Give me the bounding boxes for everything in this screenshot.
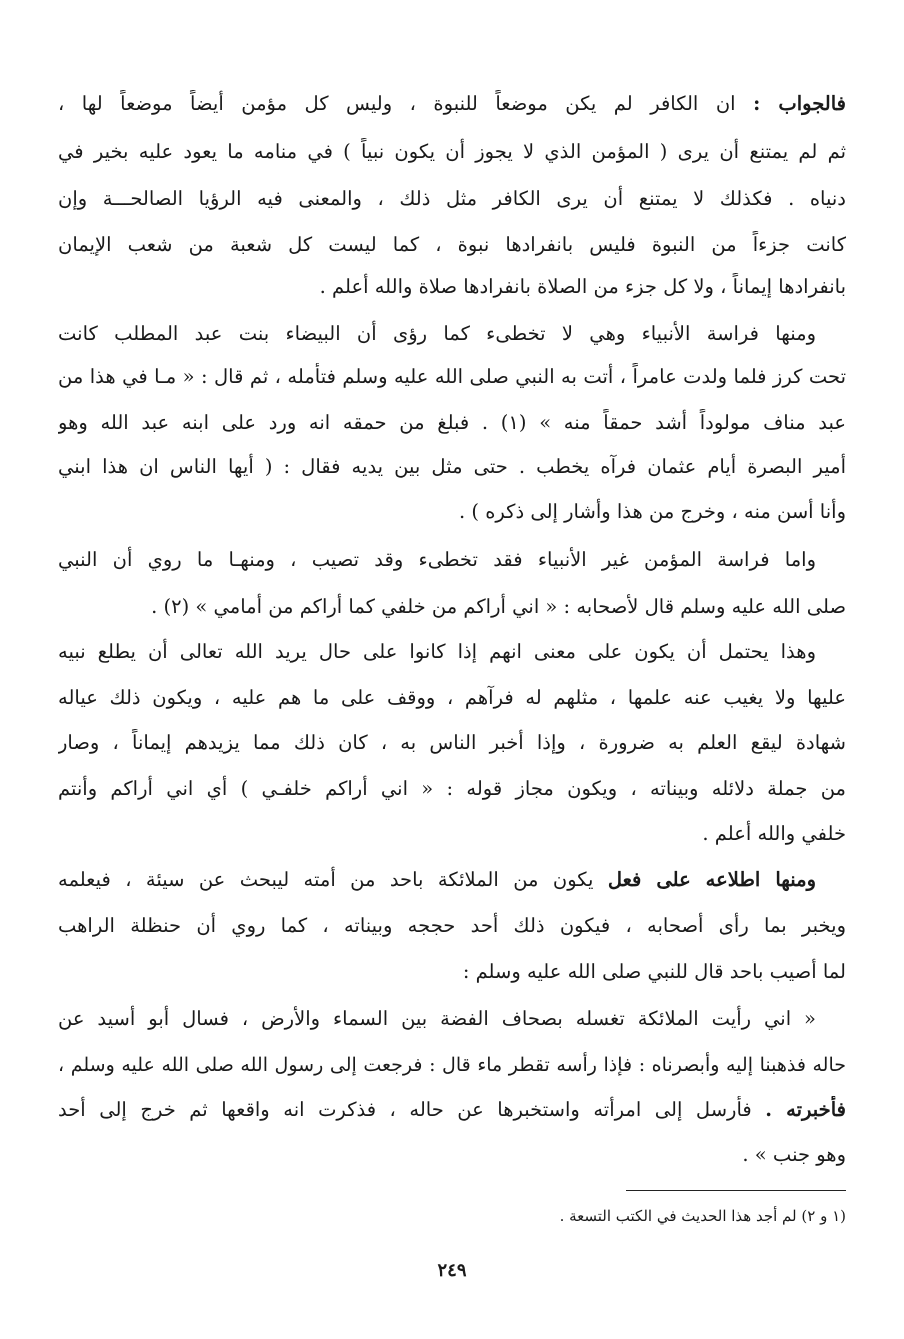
text-line: من جملة دلائله وبيناته ، ويكون مجاز قوله : « اني أراكم خلفـي ) أي اني أراكم وأنتم xyxy=(58,777,846,800)
text-line: أمير البصرة أيام عثمان فرآه يخطب . حتى مثل بين يديه فقال : ( أيها الناس ان هذا ابني xyxy=(58,455,846,478)
text-line: عبد مناف مولوداً أشد حمقاً منه » (١) . فبلغ من حمقه انه ورد على ابنه عبد الله وهو xyxy=(58,411,846,434)
text-line: حاله فذهبنا إليه وأبصرناه : فإذا رأسه تقطر ماء قال : فرجعت إلى رسول الله صلى الله عليه وسلم ، xyxy=(58,1054,846,1076)
text-line: فالجواب : ان الكافر لم يكن موضعاً للنبوة ، وليس كل مؤمن أيضاً موضعاً لها ، xyxy=(58,92,846,115)
text-line: فأخبرته . فأرسل إلى امرأته واستخبرها عن حاله ، فذكرت انه واقعها ثم خرج إلى أحد xyxy=(58,1098,846,1121)
text-line: « اني رأيت الملائكة تغسله بصحاف الفضة بين السماء والأرض ، فسال أبو أسيد عن xyxy=(58,1007,816,1030)
paragraph-lead: ومنها اطلاعه على فعل xyxy=(607,868,817,891)
text-line: ثم لم يمتنع أن يرى ( المؤمن الذي لا يجوز أن يكون نبياً ) في منامه ما يعود عليه بخير في xyxy=(58,140,846,163)
text-line: شهادة ليقع العلم به ضرورة ، وإذا أخبر الناس به ، كان ذلك مما يزيدهم إيماناً ، وصار xyxy=(58,731,846,754)
text-line: وأنا أسن منه ، وخرج من هذا وأشار إلى ذكره ) . xyxy=(458,500,846,523)
text-line: لما أصيب باحد قال للنبي صلى الله عليه وسلم : xyxy=(462,960,846,983)
text-line: ومنها فراسة الأنبياء وهي لا تخطىء كما رؤى أن البيضاء بنت عبد المطلب كانت xyxy=(58,322,816,345)
text-line: ومنها اطلاعه على فعل يكون من الملائكة باحد من أمته ليبحث عن سيئة ، فيعلمه xyxy=(58,868,817,891)
text-line: دنياه . فكذلك لا يمتنع أن يرى الكافر مثل ذلك ، والمعنى فيه الرؤيا الصالحـــة وإن xyxy=(58,187,846,210)
text-line: ويخبر بما رأى أصحابه ، فيكون ذلك أحد حججه وبيناته ، كما روي أن حنظلة الراهب xyxy=(58,914,846,937)
text-line: كانت جزءاً من النبوة فليس بانفرادها نبوة ، كما ليست كل شعبة من شعب الإيمان xyxy=(58,233,846,256)
text-line: عليها ولا يغيب عنه علمها ، مثلهم له فرآهم ، ووقف على ما هم عليه ، ويكون ذلك عياله xyxy=(58,686,846,709)
text-line: صلى الله عليه وسلم قال لأصحابه : « اني أراكم من خلفي كما أراكم من أمامي » (٢) . xyxy=(151,595,846,618)
footnote-divider xyxy=(626,1190,846,1191)
text-line: تحت كرز فلما ولدت عامراً ، أتت به النبي صلى الله عليه وسلم فتأمله ، ثم قال : « مـا في هذا من xyxy=(58,365,846,388)
text-line: بانفرادها إيماناً ، ولا كل جزء من الصلاة بانفرادها صلاة والله أعلم . xyxy=(319,275,846,298)
text-line: واما فراسة المؤمن غير الأنبياء فقد تخطىء وقد تصيب ، ومنهـا ما روي أن النبي xyxy=(58,548,816,571)
page-number: ٢٤٩ xyxy=(437,1260,467,1281)
answer-heading: فالجواب : xyxy=(753,92,846,115)
footnote: (١ و ٢) لم أجد هذا الحديث في الكتب التسعة . xyxy=(559,1207,846,1225)
paragraph-lead: فأخبرته . xyxy=(765,1098,846,1121)
text-line: خلفي والله أعلم . xyxy=(702,822,846,845)
text-line: وهذا يحتمل أن يكون على معنى انهم إذا كانوا على حال يريد الله تعالى أن يطلع نبيه xyxy=(58,640,816,663)
text-line: وهو جنب » . xyxy=(742,1143,846,1166)
